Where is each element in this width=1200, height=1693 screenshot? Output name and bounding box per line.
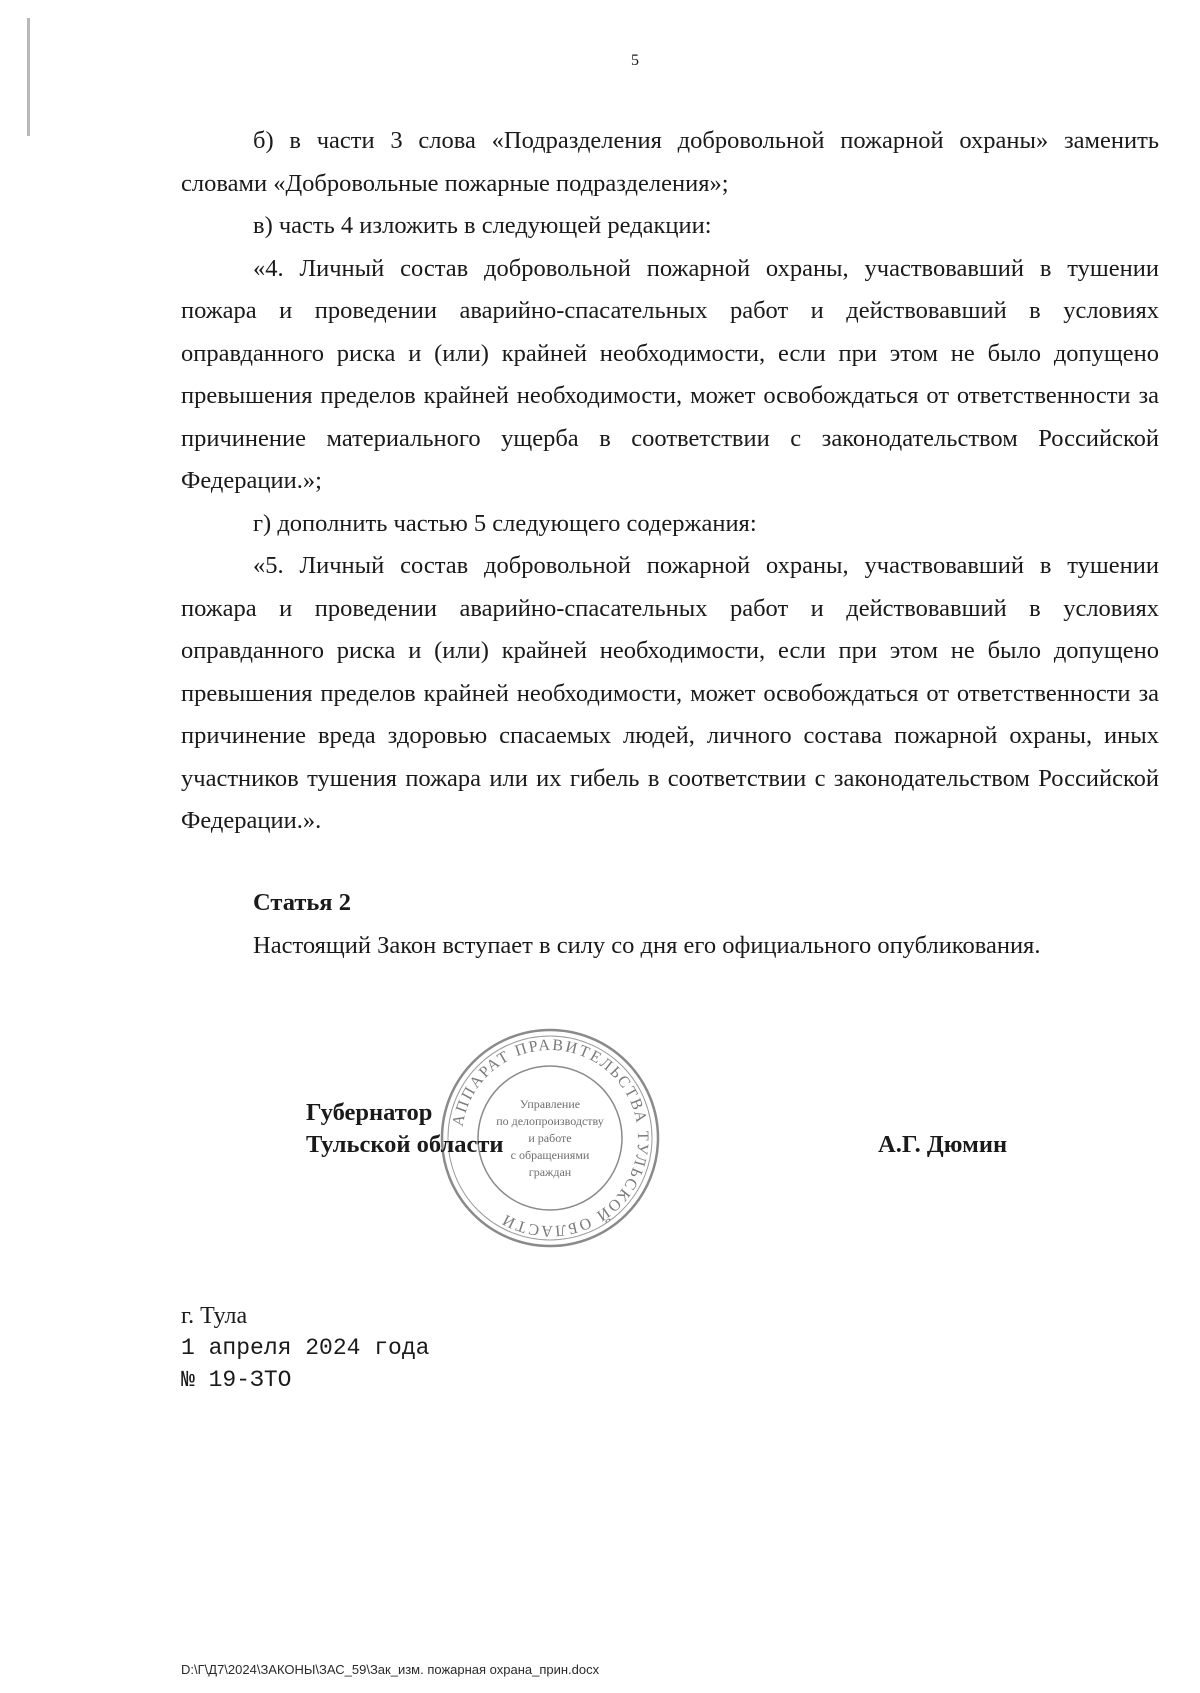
law-number: № 19-ЗТО [181,1367,292,1393]
adoption-date: 1 апреля 2024 года [181,1335,430,1361]
paragraph-g: г) дополнить частью 5 следующего содержания: [253,509,757,537]
stamp-line-4: с обращениями [510,1148,590,1162]
scan-edge-line [27,18,30,136]
stamp-line-2: по делопроизводству [496,1114,604,1128]
signatory-name: А.Г. Дюмин [878,1131,1008,1158]
stamp-line-3: и работе [528,1131,572,1145]
place: г. Тула [181,1303,248,1329]
article-2-paragraph: Настоящий Закон вступает в силу со дня его официального опубликования. [253,932,1041,959]
paragraph-part-5: «5. Личный состав добровольной пожарной охраны, участвовавший в тушении пожара и проведении аварийно-спасательных работ и действовавший в условиях оправданного риска и (или) крайней необходимости, если при этом не было допущено превышения пределов крайней необходимости, может освобождаться от ответственности за причинение вреда здоровью спасаемых людей, личного состава пожарной охраны, иных участников тушения пожара или их гибель в соответствии с законодательством Российской Федерации.». [181,552,1159,834]
stamp-ring-text: АППАРАТ ПРАВИТЕЛЬСТВА ТУЛЬСКОЙ ОБЛАСТИ [449,1036,652,1240]
paragraph-v: в) часть 4 изложить в следующей редакции: [253,212,712,239]
page-number: 5 [631,52,639,69]
amendment-text [181,120,1159,843]
article-2-heading: Статья 2 [253,889,351,916]
signatory-title-line-1: Губернатор [306,1099,433,1126]
paragraph-b: б) в части 3 слова «Подразделения добровольной пожарной охраны» заменить словами «Добровольные пожарные подразделения»; [181,127,1159,197]
stamp-line-1: Управление [519,1097,581,1111]
place-and-date [181,1300,429,1396]
signatory-title-line-2: Тульской области [306,1131,504,1158]
paragraph-part-4: «4. Личный состав добровольной пожарной охраны, участвовавший в тушении пожара и проведении аварийно-спасательных работ и действовавший в условиях оправданного риска и (или) крайней необходимости, если при этом не было допущено превышения пределов крайней необходимости, может освобождаться от ответственности за причинение материального ущерба в соответствии с законодательством Российской Федерации.»; [181,254,1159,494]
signatory-title [306,1097,504,1161]
stamp-line-5: граждан [528,1165,572,1179]
file-path-footer: D:\Г\Д7\2024\ЗАКОНЫ\ЗАС_59\Зак_изм. пожарная охрана_прин.docx [181,1662,600,1677]
article-2-text [181,925,1159,967]
